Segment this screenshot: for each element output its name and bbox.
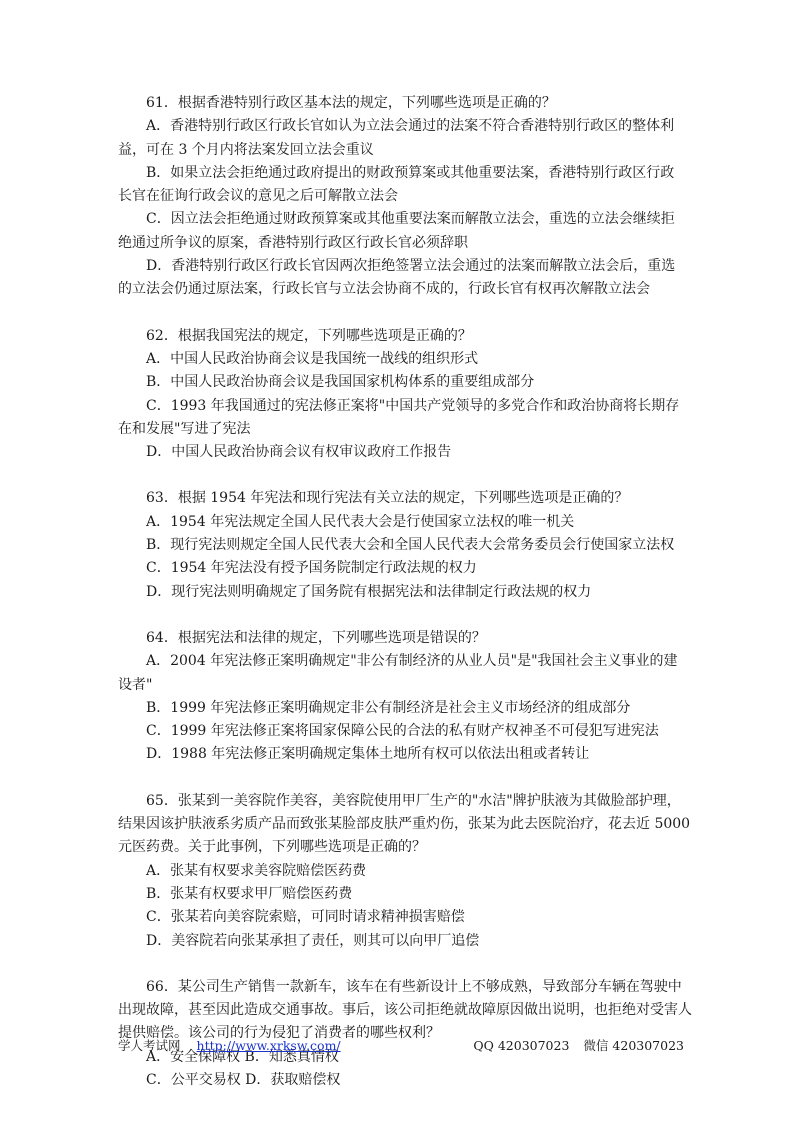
question-61 [118, 92, 684, 302]
question-65 [118, 790, 691, 953]
question-64 [118, 627, 684, 767]
option-b: B．如果立法会拒绝通过政府提出的财政预算案或其他重要法案，香港特别行政区行政 [146, 164, 675, 181]
option-c: C．因立法会拒绝通过财政预算案或其他重要法案而解散立法会，重选的立法会继续拒 [146, 211, 675, 228]
footer-left [118, 1037, 341, 1055]
option-b-cont: 长官在征询行政会议的意见之后可解散立法会 [118, 188, 398, 205]
question-62 [118, 325, 684, 465]
option-b: B．1999 年宪法修正案明确规定非公有制经济是社会主义市场经济的组成部分 [146, 699, 631, 716]
question-stem-cont: 元医药费。关于此事例，下列哪些选项是正确的？ [118, 839, 426, 856]
option-b: B．现行宪法则规定全国人民代表大会和全国人民代表大会常务委员会行使国家立法权 [146, 537, 675, 554]
qq-number: 420307023 [497, 1038, 570, 1053]
option-a: A．2004 年宪法修正案明确规定"非公有制经济的从业人员"是"我国社会主义事业的建 [146, 653, 678, 670]
option-c-cont: 绝通过所争议的原案，香港特别行政区行政长官必须辞职 [118, 234, 468, 251]
question-stem: 65．张某到一美容院作美容，美容院使用甲厂生产的"水洁"牌护肤液为其做脸部护理， [146, 792, 681, 809]
option-c: C．1993 年我国通过的宪法修正案将"中国共产党领导的多党合作和政治协商将长期存 [146, 397, 680, 414]
option-c: C．张某若向美容院索赔，可同时请求精神损害赔偿 [146, 909, 465, 926]
option-a-b: A．安全保障权 B．知悉真情权 [146, 1048, 339, 1065]
question-stem: 64．根据宪法和法律的规定，下列哪些选项是错误的？ [146, 629, 486, 646]
option-d: D．美容院若向张某承担了责任，则其可以向甲厂追偿 [146, 932, 480, 949]
question-63 [118, 487, 684, 603]
wechat-label: 微信 [583, 1038, 609, 1053]
question-stem: 66．某公司生产销售一款新车，该车在有些新设计上不够成熟，导致部分车辆在驾驶中 [146, 978, 682, 995]
option-c: C．1954 年宪法没有授予国务院制定行政法规的权力 [146, 560, 477, 577]
question-stem-cont: 结果因该护肤液系劣质产品而致张某脸部皮肤严重灼伤，张某为此去医院治疗，花去近 5000 [118, 816, 691, 833]
option-b: B．中国人民政治协商会议是我国国家机构体系的重要组成部分 [146, 374, 535, 391]
option-a: A．香港特别行政区行政长官如认为立法会通过的法案不符合香港特别行政区的整体利 [146, 118, 675, 135]
option-d: D．现行宪法则明确规定了国务院有根据宪法和法律制定行政法规的权力 [146, 583, 592, 600]
option-d: D．中国人民政治协商会议有权审议政府工作报告 [146, 444, 452, 461]
question-stem-cont: 提供赔偿。该公司的行为侵犯了消费者的哪些权利？ [118, 1025, 440, 1042]
site-name: 学人考试网 [118, 1038, 181, 1053]
footer-right [473, 1037, 684, 1055]
option-d: D．香港特别行政区行政长官因两次拒绝签署立法会通过的法案而解散立法会后，重选 [146, 258, 676, 275]
question-stem-cont: 出现故障，甚至因此造成交通事故。事后，该公司拒绝就故障原因做出说明，也拒绝对受害人 [118, 1002, 692, 1019]
option-a-cont: 益，可在 3 个月内将法案发回立法会重议 [118, 141, 374, 158]
question-stem: 61．根据香港特别行政区基本法的规定，下列哪些选项是正确的？ [146, 95, 556, 111]
option-c-d: C．公平交易权 D．获取赔偿权 [146, 1071, 341, 1088]
option-d: D．1988 年宪法修正案明确规定集体土地所有权可以依法出租或者转让 [146, 746, 590, 763]
qq-label: QQ [473, 1038, 494, 1053]
option-a-cont: 设者" [118, 676, 153, 693]
option-a: A．中国人民政治协商会议是我国统一战线的组织形式 [146, 350, 479, 367]
option-c: C．1999 年宪法修正案将国家保障公民的合法的私有财产权神圣不可侵犯写进宪法 [146, 723, 659, 740]
option-a: A．1954 年宪法规定全国人民代表大会是行使国家立法权的唯一机关 [146, 513, 575, 530]
option-c-cont: 在和发展"写进了宪法 [118, 420, 251, 437]
document-body [118, 92, 692, 1115]
question-stem: 63．根据 1954 年宪法和现行宪法有关立法的规定，下列哪些选项是正确的？ [146, 490, 629, 507]
question-66 [118, 976, 692, 1092]
wechat-number: 420307023 [612, 1038, 684, 1053]
site-url-link[interactable]: http://www.xrksw.com/ [196, 1038, 341, 1053]
option-b: B．张某有权要求甲厂赔偿医药费 [146, 885, 353, 902]
option-a: A．张某有权要求美容院赔偿医药费 [146, 862, 367, 879]
question-stem: 62．根据我国宪法的规定，下列哪些选项是正确的？ [146, 327, 472, 344]
option-d-cont: 的立法会仍通过原法案，行政长官与立法会协商不成的，行政长官有权再次解散立法会 [118, 281, 650, 298]
